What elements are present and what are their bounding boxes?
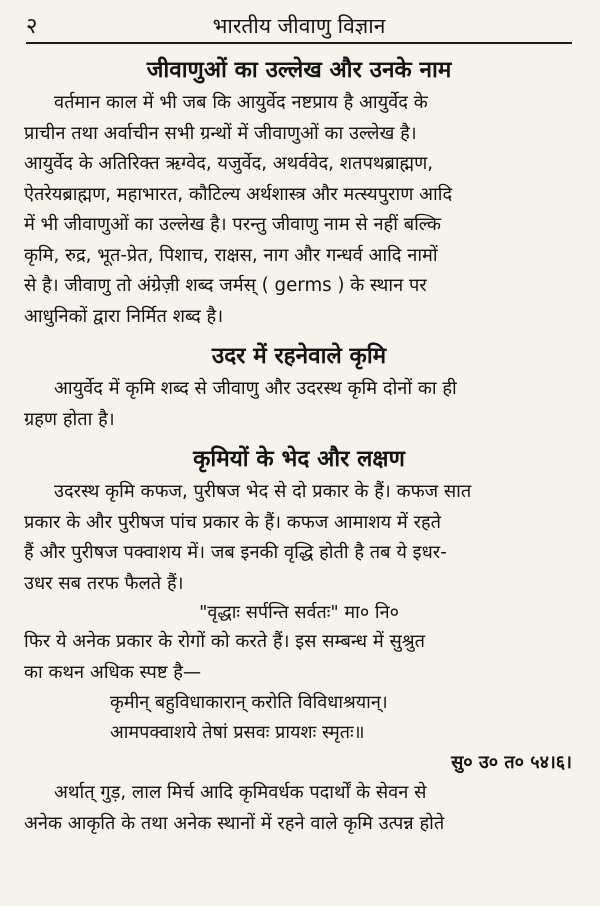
text-line: हैं और पुरीषज पक्वाशय में। जब इनकी वृद्धि होती है तब ये इधर- <box>24 542 447 563</box>
text-line: आयुर्वेद के अतिरिक्त ऋग्वेद, यजुर्वेद, अथर्ववेद, शतपथब्राह्मण, <box>24 153 434 174</box>
text-line: का कथन अधिक स्पष्ट है— <box>24 661 202 683</box>
text-line: कृमि, रुद्र, भूत-प्रेत, पिशाच, राक्षस, नाग और गन्धर्व आदि नामों <box>24 244 438 266</box>
sloka-line: आमपक्वाशये तेषां प्रसवः प्रायशः स्मृतः॥ <box>110 722 365 743</box>
section-heading: उदर में रहनेवाले कृमि <box>211 343 387 369</box>
text-line: उधर सब तरफ फैलते हैं। <box>24 572 184 594</box>
text-line: वर्तमान काल में भी जब कि आयुर्वेद नष्टप्राय है आयुर्वेद के <box>54 92 428 113</box>
text-line: से है। जीवाणु तो अंग्रेज़ी शब्द जर्मस् ( germs ) के स्थान पर <box>24 275 427 296</box>
text-line: प्राचीन तथा अर्वाचीन सभी ग्रन्थों में जीवाणुओं का उल्लेख है। <box>24 122 417 144</box>
text-line: ऐतरेयब्राह्मण, महाभारत, कौटिल्य अर्थशास्त्र और मत्स्यपुराण आदि <box>24 183 453 205</box>
text-line: ग्रहण होता है। <box>24 408 115 430</box>
sanskrit-sloka <box>24 688 574 748</box>
text-line: अनेक आकृति के तथा अनेक स्थानों में रहने वाले कृमि उत्पन्न होते <box>24 812 445 834</box>
text-line: प्रकार के और पुरीषज पांच प्रकार के हैं। कफज आमाशय में रहते <box>24 511 442 533</box>
section-heading: कृमियों के भेद और लक्षण <box>193 446 405 472</box>
page-number: २ <box>26 14 38 39</box>
sloka-line: कृमीन् बहुविधाकारान् करोति विविधाश्रयान्। <box>110 692 388 713</box>
paragraph <box>24 477 574 599</box>
paragraph <box>24 88 574 332</box>
text-line: आयुर्वेद में कृमि शब्द से जीवाणु और उदरस्थ कृमि दोनों का ही <box>54 378 457 399</box>
text-line: उदरस्थ कृमि कफज, पुरीषज भेद से दो प्रकार के हैं। कफज सात <box>54 481 472 502</box>
text-line: अर्थात् गुड़, लाल मिर्च आदि कृमिवर्धक पदार्थों के सेवन से <box>54 782 427 803</box>
quoted-verse: "वृद्धाः सर्पन्ति सर्वतः" मा० नि० <box>199 602 399 623</box>
running-header <box>26 10 572 44</box>
text-line: में भी जीवाणुओं का उल्लेख है। परन्तु जीवाणु नाम से नहीं बल्कि <box>24 214 441 235</box>
book-title: भारतीय जीवाणु विज्ञान <box>212 14 386 38</box>
citation: सु० उ० त० ५४।६। <box>451 752 572 773</box>
text-line: आधुनिकों द्वारा निर्मित शब्द है। <box>24 305 224 327</box>
section-heading: जीवाणुओं का उल्लेख और उनके नाम <box>146 57 452 83</box>
paragraph <box>24 374 574 435</box>
text-line: फिर ये अनेक प्रकार के रोगों को करते हैं। इस सम्बन्ध में सुश्रुत <box>24 631 426 652</box>
paragraph <box>24 778 574 839</box>
paragraph <box>24 627 574 688</box>
